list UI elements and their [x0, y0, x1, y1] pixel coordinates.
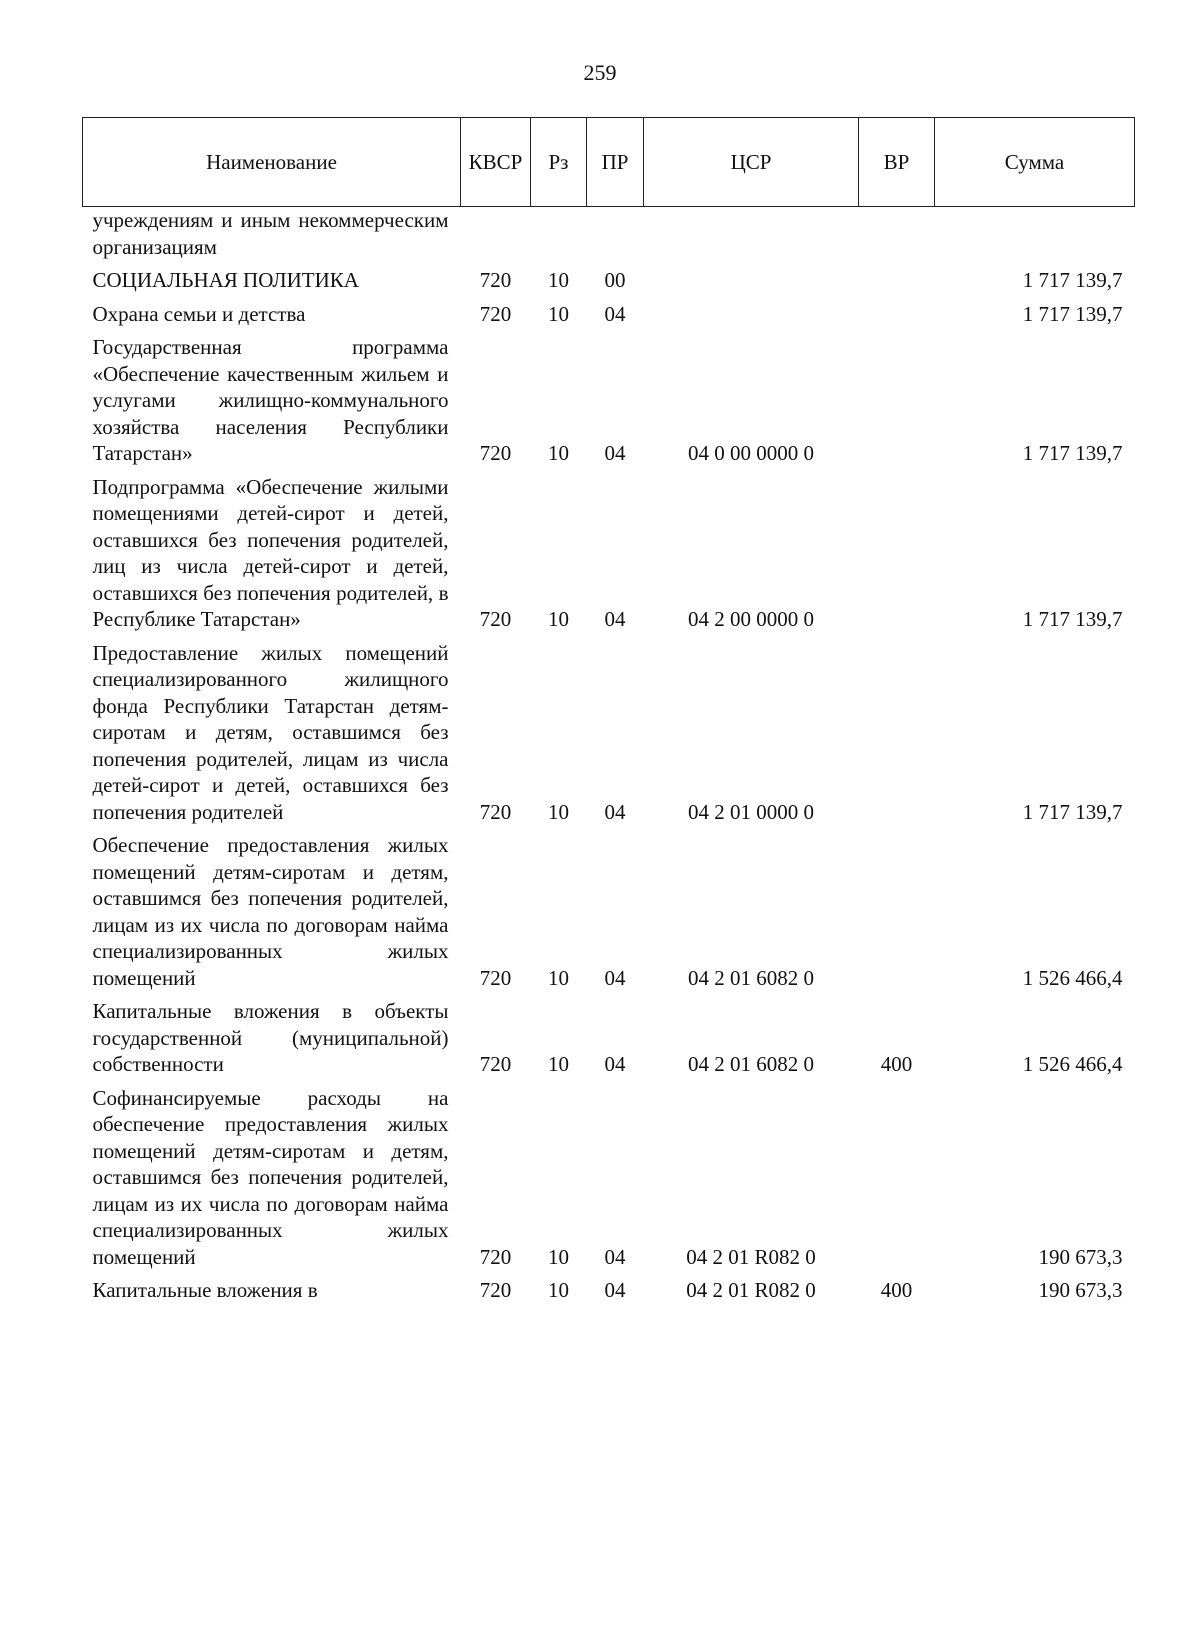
- table-row: [83, 637, 1135, 830]
- table-row: [83, 207, 1135, 265]
- row-name: Обеспечение предоставления жилых помещений детям-сиротам и детям, оставшимся без попечения родителей, лицам из их числа по договорам найма специализированных жилых помещений: [92, 833, 449, 990]
- row-kvsr: [461, 207, 531, 265]
- row-csr: 04 2 01 6082 0: [688, 965, 814, 990]
- row-rz: [531, 207, 587, 265]
- row-pr: 04: [604, 441, 626, 465]
- page-number: 259: [583, 60, 617, 85]
- row-kvsr: 720: [479, 965, 512, 990]
- row-pr: [587, 207, 644, 265]
- header-name: Наименование: [83, 118, 461, 207]
- row-rz: 10: [548, 268, 569, 292]
- budget-table: [82, 117, 1135, 1308]
- row-sum: 1 526 466,4: [1022, 1052, 1123, 1076]
- row-rz: 10: [548, 799, 569, 824]
- row-csr: 04 2 00 0000 0: [688, 607, 814, 631]
- row-vr: [859, 298, 935, 332]
- row-csr: 04 0 00 0000 0: [688, 441, 814, 465]
- row-vr: [859, 471, 935, 637]
- row-kvsr: 720: [479, 1244, 512, 1269]
- row-sum: 1 717 139,7: [1022, 301, 1123, 326]
- row-pr: 04: [604, 965, 626, 990]
- row-pr: 04: [604, 1278, 626, 1302]
- table-row: [83, 471, 1135, 637]
- row-name: Охрана семьи и детства: [92, 301, 306, 326]
- row-sum: 1 717 139,7: [1022, 268, 1123, 292]
- row-sum: 1 717 139,7: [1022, 799, 1123, 824]
- row-pr: 04: [604, 1244, 626, 1269]
- row-name: СОЦИАЛЬНАЯ ПОЛИТИКА: [92, 268, 359, 292]
- row-vr: [859, 829, 935, 995]
- row-sum: [935, 207, 1135, 265]
- row-name: Государственная программа «Обеспечение качественным жильем и услугами жилищно-коммунального хозяйства населения Республики Татарстан»: [92, 335, 449, 465]
- table-row: [83, 829, 1135, 995]
- table-row: [83, 331, 1135, 471]
- row-sum: 1 526 466,4: [1022, 965, 1123, 990]
- header-sum: Сумма: [935, 118, 1135, 207]
- header-vr: ВР: [859, 118, 935, 207]
- table-header: [83, 118, 1135, 207]
- table-row: [83, 264, 1135, 298]
- table-row: [83, 995, 1135, 1082]
- row-rz: 10: [548, 607, 569, 631]
- row-sum: 190 673,3: [1038, 1244, 1123, 1269]
- row-kvsr: 720: [479, 268, 512, 292]
- row-rz: 10: [548, 965, 569, 990]
- header-pr: ПР: [587, 118, 644, 207]
- row-kvsr: 720: [479, 441, 512, 465]
- row-vr: [859, 1082, 935, 1275]
- header-csr: ЦСР: [644, 118, 859, 207]
- row-pr: 04: [604, 607, 626, 631]
- table-body: [83, 207, 1135, 1308]
- row-vr: [859, 637, 935, 830]
- header-rz: Рз: [531, 118, 587, 207]
- row-pr: 04: [604, 301, 626, 326]
- row-vr: 400: [880, 1278, 913, 1302]
- row-rz: 10: [548, 1278, 569, 1302]
- row-csr: 04 2 01 R082 0: [686, 1278, 816, 1302]
- row-sum: 1 717 139,7: [1022, 607, 1123, 631]
- row-kvsr: 720: [479, 301, 512, 326]
- table-row: [83, 298, 1135, 332]
- row-kvsr: 720: [479, 799, 512, 824]
- row-csr: 04 2 01 6082 0: [688, 1052, 814, 1076]
- header-kvsr: КВСР: [461, 118, 531, 207]
- row-rz: 10: [548, 441, 569, 465]
- row-name: Предоставление жилых помещений специализированного жилищного фонда Республики Татарстан детям-сиротам и детям, оставшимся без попечения родителей, лицам из числа детей-сирот и детей, оставшихся без попечения родителей: [92, 640, 449, 824]
- row-name: Софинансируемые расходы на обеспечение предоставления жилых помещений детям-сиротам и детям, оставшимся без попечения родителей, лицам из их числа по договорам найма специализированных жилых помещений: [92, 1085, 449, 1269]
- row-name: учреждениям и иным некоммерческим организациям: [92, 208, 449, 259]
- row-csr: 04 2 01 R082 0: [686, 1244, 816, 1269]
- table-row: [83, 1082, 1135, 1275]
- row-vr: 400: [880, 1052, 913, 1076]
- table-row: [83, 1274, 1135, 1308]
- row-csr: [644, 264, 859, 298]
- row-rz: 10: [548, 1052, 569, 1076]
- row-pr: 00: [604, 268, 626, 292]
- row-name: Подпрограмма «Обеспечение жилыми помещениями детей-сирот и детей, оставшихся без попечения родителей, лиц из числа детей-сирот и детей, оставшихся без попечения родителей, в Республике Татарстан»: [92, 474, 449, 631]
- row-sum: 190 673,3: [1038, 1278, 1123, 1302]
- row-pr: 04: [604, 799, 626, 824]
- row-kvsr: 720: [479, 1052, 512, 1076]
- row-csr: [644, 207, 859, 265]
- row-sum: 1 717 139,7: [1022, 441, 1123, 465]
- row-csr: [644, 298, 859, 332]
- row-vr: [859, 207, 935, 265]
- row-kvsr: 720: [479, 607, 512, 631]
- row-vr: [859, 264, 935, 298]
- row-rz: 10: [548, 301, 569, 326]
- row-vr: [859, 331, 935, 471]
- row-name: Капитальные вложения в: [92, 1278, 318, 1302]
- row-kvsr: 720: [479, 1278, 512, 1302]
- row-name: Капитальные вложения в объекты государственной (муниципальной) собственности: [92, 999, 449, 1076]
- row-rz: 10: [548, 1244, 569, 1269]
- row-pr: 04: [604, 1052, 626, 1076]
- row-csr: 04 2 01 0000 0: [688, 799, 814, 824]
